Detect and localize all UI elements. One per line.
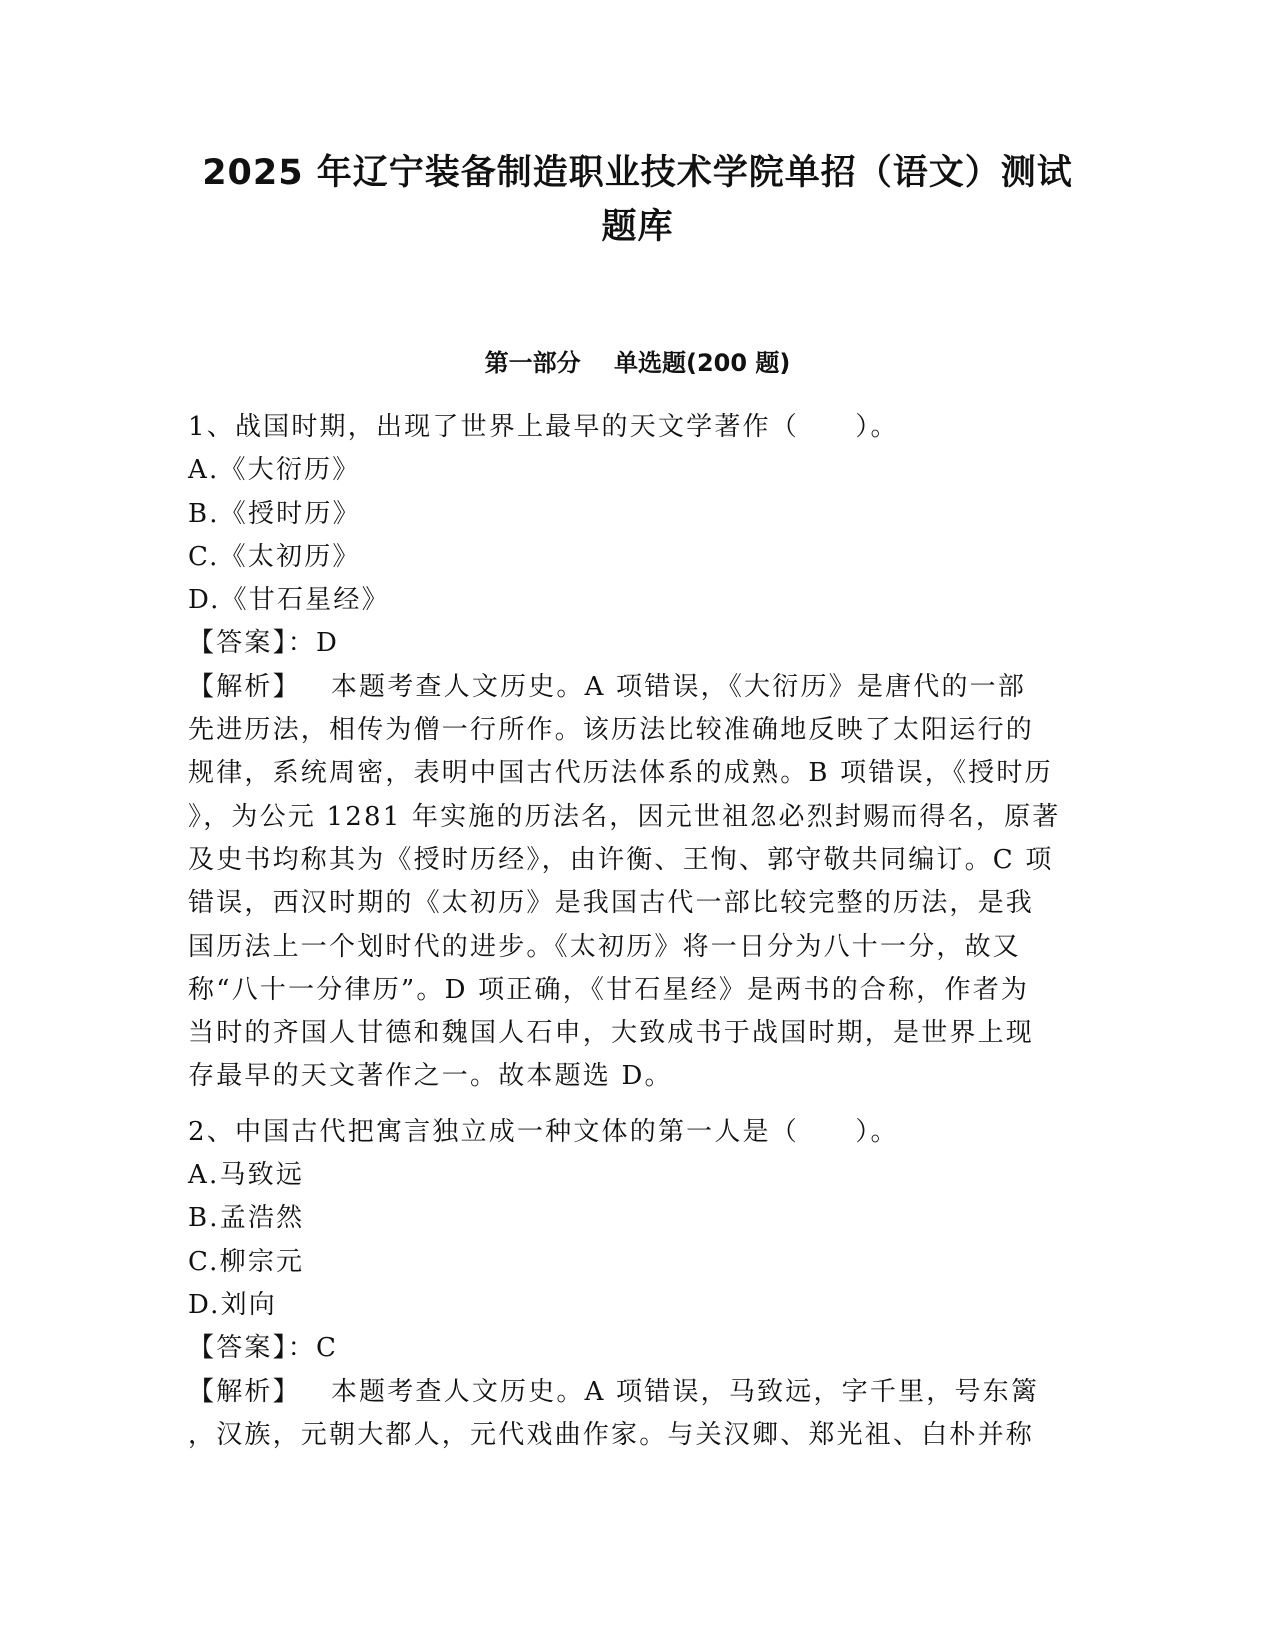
question-stem: 1、战国时期，出现了世界上最早的天文学著作（ ）。: [188, 412, 899, 442]
answer-value: D: [316, 628, 340, 659]
analysis-line: [188, 1371, 1088, 1414]
analysis-text: 错误，西汉时期的《太初历》是我国古代一部比较完整的历法，是我: [188, 888, 1035, 919]
option-d: D.《甘石星经》: [188, 585, 390, 616]
analysis-label: 【解析】: [188, 1376, 301, 1407]
analysis-text: 本题考查人文历史。A 项错误，《大衍历》是唐代的一部: [330, 671, 1027, 702]
analysis-text: 及史书均称其为《授时历经》，由许衡、王恂、郭守敬共同编订。C 项: [188, 844, 1054, 875]
analysis-text: 当时的齐国人甘德和魏国人石申，大致成书于战国时期，是世界上现: [188, 1018, 1035, 1049]
question-list: [188, 406, 1088, 1469]
answer-label: 【答案】：: [188, 1333, 317, 1364]
option-a: A.马致远: [188, 1160, 305, 1191]
question-2: [188, 1111, 1088, 1457]
analysis-text: 先进历法，相传为僧一行所作。该历法比较准确地反映了太阳运行的: [188, 715, 1035, 746]
answer-label: 【答案】：: [188, 628, 317, 659]
option-c: C.《太初历》: [188, 541, 361, 572]
analysis-text: 存最早的天文著作之一。故本题选 D。: [188, 1061, 673, 1092]
option-b: B.《授时历》: [188, 498, 361, 529]
analysis-text: 》，为公元 1281 年实施的历法名，因元世祖忽必烈封赐而得名，原著: [188, 801, 1061, 832]
section-heading: 第一部分 单选题(200 题): [484, 349, 791, 377]
analysis-label: 【解析】: [188, 671, 301, 702]
answer-line: [188, 622, 1088, 665]
analysis-text: 本题考查人文历史。A 项错误，马致远，字千里，号东篱: [330, 1376, 1040, 1407]
document-title-line-2: 题库: [601, 207, 674, 247]
analysis-text: ，汉族，元朝大都人，元代戏曲作家。与关汉卿、郑光祖、白朴并称: [188, 1419, 1035, 1450]
analysis-text: 称“八十一分律历”。D 项正确，《甘石星经》是两书的合称，作者为: [188, 974, 1030, 1005]
option-c: C.柳宗元: [188, 1246, 305, 1277]
answer-line: [188, 1327, 1088, 1370]
analysis-line: [188, 666, 1088, 709]
document-title: [160, 146, 1115, 254]
question-1: [188, 406, 1088, 1099]
question-stem: 2、中国古代把寓言独立成一种文体的第一人是（ ）。: [188, 1116, 899, 1147]
option-a: A.《大衍历》: [188, 455, 361, 486]
option-d: D.刘向: [188, 1289, 277, 1320]
document-title-line-1: 2025 年辽宁装备制造职业技术学院单招（语文）测试: [202, 153, 1073, 193]
option-b: B.孟浩然: [188, 1203, 305, 1234]
analysis-text: 规律，系统周密，表明中国古代历法体系的成熟。B 项错误，《授时历: [188, 758, 1053, 789]
answer-value: C: [316, 1333, 339, 1364]
analysis-text: 国历法上一个划时代的进步。《太初历》将一日分为八十一分，故又: [188, 931, 1022, 962]
